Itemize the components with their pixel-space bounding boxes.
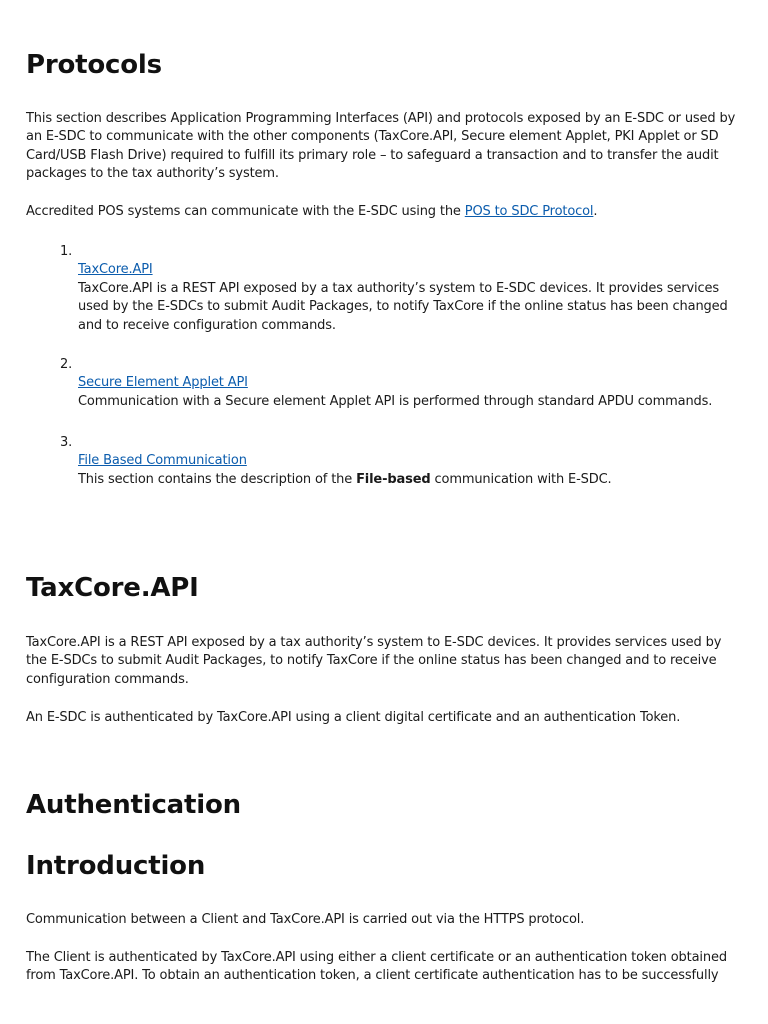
introduction-para-2: The Client is authenticated by TaxCore.API using either a client certificate or an authentication token obtained from TaxCore.API. To obtain an authentication token, a client certificate authentication has to be successfully: [26, 950, 727, 984]
introduction-para-1: Communication between a Client and TaxCore.API is carried out via the HTTPS protocol.: [26, 912, 585, 927]
file-based-communication-link[interactable]: File Based Communication: [78, 453, 247, 469]
taxcore-api-para-1: TaxCore.API is a REST API exposed by a tax authority’s system to E-SDC devices. It provides services used by the E-SDCs to submit Audit Packages, to notify TaxCore if the online status has been changed and to receive configuration commands.: [26, 635, 722, 687]
taxcore-api-link[interactable]: TaxCore.API: [78, 262, 153, 278]
list-item-description: [78, 471, 744, 489]
description-suffix: communication with E-SDC.: [430, 471, 612, 487]
list-item: [60, 434, 744, 489]
protocols-heading: Protocols: [26, 50, 162, 80]
list-number: 3.: [60, 435, 73, 450]
authentication-heading: Authentication: [26, 790, 241, 820]
pos-sentence: [26, 203, 744, 221]
description-bold: File-based: [356, 471, 431, 487]
list-item-description: Communication with a Secure element Applet API is performed through standard APDU commands.: [78, 393, 713, 409]
list-item-description: TaxCore.API is a REST API exposed by a tax authority’s system to E-SDC devices. It provides services used by the E-SDCs to submit Audit Packages, to notify TaxCore if the online status has been changed and to receive configuration commands.: [78, 280, 728, 333]
list-item: [60, 356, 744, 411]
description-prefix: This section contains the description of the: [78, 471, 357, 487]
secure-element-applet-api-link[interactable]: Secure Element Applet API: [78, 375, 248, 391]
taxcore-api-heading: TaxCore.API: [26, 573, 199, 603]
pos-to-sdc-link[interactable]: POS to SDC Protocol: [464, 204, 594, 219]
pos-sentence-suffix: .: [593, 204, 598, 219]
list-number: 2.: [60, 357, 73, 372]
pos-sentence-prefix: Accredited POS systems can communicate with the E-SDC using the: [26, 204, 465, 219]
introduction-heading: Introduction: [26, 851, 206, 881]
list-number: 1.: [60, 244, 73, 259]
protocols-intro: This section describes Application Programming Interfaces (API) and protocols exposed by an E-SDC or used by an E-SDC to communicate with the other components (TaxCore.API, Secure element Applet, PKI Applet or SD Card/USB Flash Drive) required to fulfill its primary role – to safeguard a transaction and to transfer the audit packages to the tax authority’s system.: [26, 111, 736, 182]
list-item: [60, 243, 744, 335]
taxcore-api-para-2: An E-SDC is authenticated by TaxCore.API using a client digital certificate and an authentication Token.: [26, 710, 681, 725]
